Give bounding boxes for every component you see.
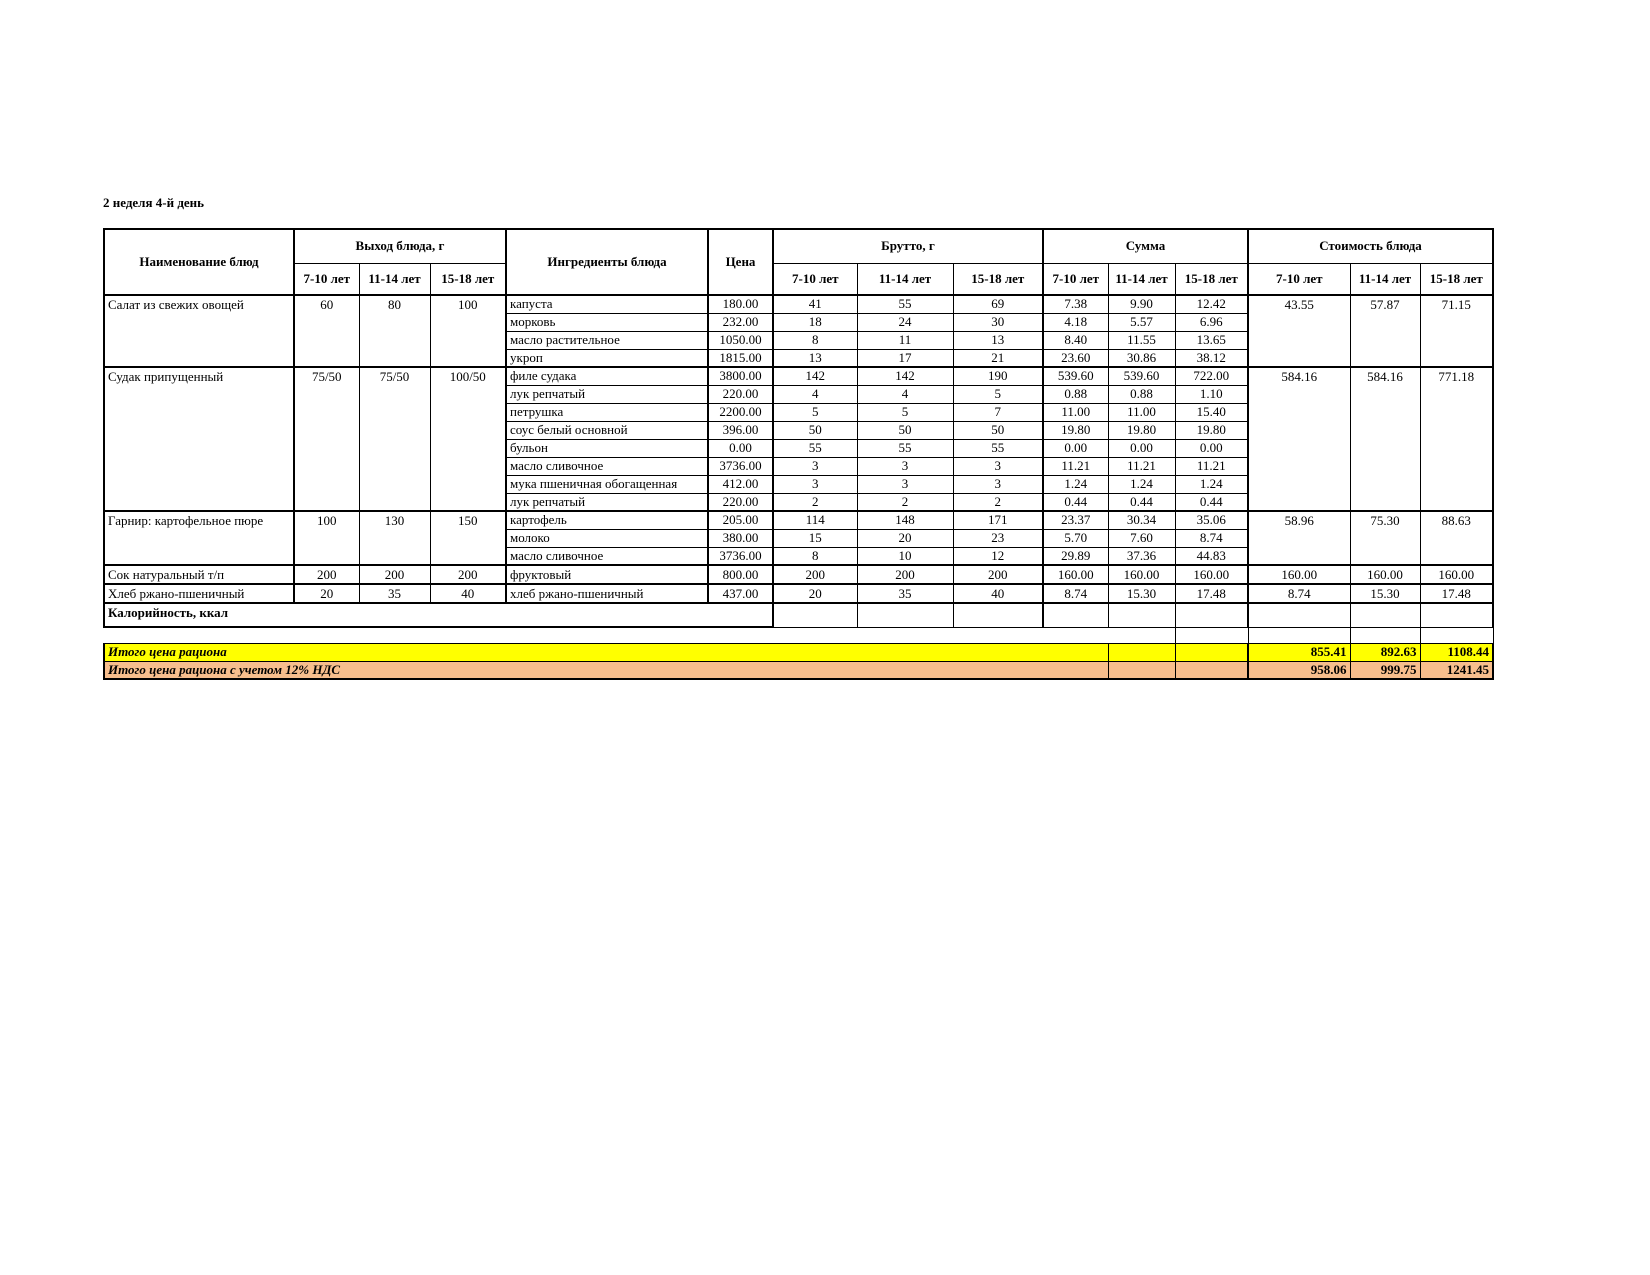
dish-name-cell: Сок натуральный т/п (104, 565, 294, 584)
header-age-cell: 15-18 лет (430, 263, 506, 295)
output-value-cell: 150 (430, 511, 506, 565)
sum-value-cell: 160.00 (1043, 565, 1108, 584)
sum-value-cell: 11.00 (1043, 403, 1108, 421)
sum-value-cell: 19.80 (1108, 421, 1175, 439)
gross-value-cell: 2 (773, 493, 857, 511)
gross-value-cell: 8 (773, 331, 857, 349)
gross-value-cell: 142 (773, 367, 857, 385)
gross-value-cell: 20 (773, 584, 857, 603)
sum-value-cell: 5.57 (1108, 313, 1175, 331)
ingredient-name-cell: укроп (506, 349, 708, 367)
total-row (104, 643, 1493, 661)
total-value-cell: 892.63 (1350, 643, 1420, 661)
gross-value-cell: 17 (857, 349, 953, 367)
dish-cost-cell: 584.16 (1248, 367, 1350, 511)
spacer-row (104, 627, 1493, 643)
gross-value-cell: 5 (953, 385, 1043, 403)
output-value-cell: 200 (294, 565, 359, 584)
sum-value-cell: 23.37 (1043, 511, 1108, 529)
dish-cost-cell: 71.15 (1420, 295, 1493, 367)
ingredient-name-cell: морковь (506, 313, 708, 331)
header-age-cell: 15-18 лет (1175, 263, 1248, 295)
sum-value-cell: 8.74 (1043, 584, 1108, 603)
header-age-cell: 7-10 лет (1248, 263, 1350, 295)
gross-value-cell: 2 (857, 493, 953, 511)
total-value-cell: 855.41 (1248, 643, 1350, 661)
price-cell: 396.00 (708, 421, 773, 439)
dish-cost-cell: 43.55 (1248, 295, 1350, 367)
dish-row (104, 584, 1493, 603)
dish-row (104, 565, 1493, 584)
total-value-cell: 999.75 (1350, 661, 1420, 679)
gross-value-cell: 200 (773, 565, 857, 584)
empty-cell (1350, 627, 1420, 643)
empty-cell (1248, 603, 1350, 627)
sum-value-cell: 160.00 (1175, 565, 1248, 584)
gross-value-cell: 55 (857, 295, 953, 313)
total-value-cell: 1241.45 (1420, 661, 1493, 679)
sum-value-cell: 0.00 (1175, 439, 1248, 457)
sum-value-cell: 160.00 (1108, 565, 1175, 584)
total-empty-cell (1108, 643, 1175, 661)
gross-value-cell: 5 (857, 403, 953, 421)
ingredient-name-cell: лук репчатый (506, 493, 708, 511)
header-age-cell: 11-14 лет (1350, 263, 1420, 295)
dish-cost-cell: 8.74 (1248, 584, 1350, 603)
sum-value-cell: 12.42 (1175, 295, 1248, 313)
price-cell: 0.00 (708, 439, 773, 457)
dish-cost-cell: 584.16 (1350, 367, 1420, 511)
header-price: Цена (708, 229, 773, 295)
header-ingredients: Ингредиенты блюда (506, 229, 708, 295)
gross-value-cell: 20 (857, 529, 953, 547)
gross-value-cell: 13 (773, 349, 857, 367)
ingredient-name-cell: молоко (506, 529, 708, 547)
sum-value-cell: 44.83 (1175, 547, 1248, 565)
sum-value-cell: 7.60 (1108, 529, 1175, 547)
dish-cost-cell: 771.18 (1420, 367, 1493, 511)
empty-cell (1043, 603, 1108, 627)
gross-value-cell: 142 (857, 367, 953, 385)
total-value-cell: 1108.44 (1420, 643, 1493, 661)
output-value-cell: 100 (294, 511, 359, 565)
price-cell: 800.00 (708, 565, 773, 584)
header-output-group: Выход блюда, г (294, 229, 506, 263)
ingredient-name-cell: хлеб ржано-пшеничный (506, 584, 708, 603)
sum-value-cell: 30.34 (1108, 511, 1175, 529)
dish-row (104, 367, 1493, 385)
sum-value-cell: 35.06 (1175, 511, 1248, 529)
sum-value-cell: 539.60 (1108, 367, 1175, 385)
header-cost-group: Стоимость блюда (1248, 229, 1493, 263)
sum-value-cell: 37.36 (1108, 547, 1175, 565)
ingredient-name-cell: картофель (506, 511, 708, 529)
dish-name-cell: Хлеб ржано-пшеничный (104, 584, 294, 603)
sum-value-cell: 15.40 (1175, 403, 1248, 421)
total-label-cell: Итого цена рациона с учетом 12% НДС (104, 661, 1108, 679)
gross-value-cell: 12 (953, 547, 1043, 565)
gross-value-cell: 24 (857, 313, 953, 331)
gross-value-cell: 50 (773, 421, 857, 439)
empty-cell (1175, 603, 1248, 627)
empty-cell (1175, 627, 1248, 643)
gross-value-cell: 55 (857, 439, 953, 457)
dish-row (104, 295, 1493, 313)
gross-value-cell: 3 (857, 457, 953, 475)
sum-value-cell: 1.24 (1108, 475, 1175, 493)
header-row-groups (104, 229, 1493, 263)
price-cell: 3736.00 (708, 547, 773, 565)
dish-cost-cell: 88.63 (1420, 511, 1493, 565)
gross-value-cell: 55 (953, 439, 1043, 457)
sum-value-cell: 0.88 (1043, 385, 1108, 403)
sum-value-cell: 11.21 (1043, 457, 1108, 475)
gross-value-cell: 11 (857, 331, 953, 349)
header-age-cell: 11-14 лет (857, 263, 953, 295)
price-cell: 180.00 (708, 295, 773, 313)
gross-value-cell: 200 (953, 565, 1043, 584)
gross-value-cell: 15 (773, 529, 857, 547)
ingredient-name-cell: масло сливочное (506, 457, 708, 475)
sum-value-cell: 7.38 (1043, 295, 1108, 313)
sum-value-cell: 30.86 (1108, 349, 1175, 367)
dish-cost-cell: 160.00 (1350, 565, 1420, 584)
sum-value-cell: 23.60 (1043, 349, 1108, 367)
sum-value-cell: 8.40 (1043, 331, 1108, 349)
ingredient-name-cell: масло сливочное (506, 547, 708, 565)
gross-value-cell: 41 (773, 295, 857, 313)
sum-value-cell: 1.24 (1043, 475, 1108, 493)
gross-value-cell: 3 (953, 475, 1043, 493)
header-age-cell: 7-10 лет (294, 263, 359, 295)
output-value-cell: 130 (359, 511, 430, 565)
price-cell: 220.00 (708, 493, 773, 511)
gross-value-cell: 3 (953, 457, 1043, 475)
total-value-cell: 958.06 (1248, 661, 1350, 679)
output-value-cell: 100/50 (430, 367, 506, 511)
price-cell: 380.00 (708, 529, 773, 547)
gross-value-cell: 30 (953, 313, 1043, 331)
gross-value-cell: 171 (953, 511, 1043, 529)
dish-cost-cell: 75.30 (1350, 511, 1420, 565)
price-cell: 3800.00 (708, 367, 773, 385)
price-cell: 437.00 (708, 584, 773, 603)
dish-name-cell: Салат из свежих овощей (104, 295, 294, 367)
ration-table (103, 228, 1494, 680)
empty-cell (953, 603, 1043, 627)
sum-value-cell: 0.00 (1043, 439, 1108, 457)
header-age-cell: 15-18 лет (1420, 263, 1493, 295)
dish-cost-cell: 160.00 (1248, 565, 1350, 584)
calories-row (104, 603, 1493, 627)
sum-value-cell: 19.80 (1175, 421, 1248, 439)
output-value-cell: 60 (294, 295, 359, 367)
price-cell: 205.00 (708, 511, 773, 529)
sum-value-cell: 11.00 (1108, 403, 1175, 421)
gross-value-cell: 190 (953, 367, 1043, 385)
dish-cost-cell: 57.87 (1350, 295, 1420, 367)
sum-value-cell: 17.48 (1175, 584, 1248, 603)
sum-value-cell: 0.44 (1108, 493, 1175, 511)
price-cell: 2200.00 (708, 403, 773, 421)
dish-cost-cell: 17.48 (1420, 584, 1493, 603)
gross-value-cell: 55 (773, 439, 857, 457)
output-value-cell: 80 (359, 295, 430, 367)
gross-value-cell: 10 (857, 547, 953, 565)
ingredient-name-cell: масло растительное (506, 331, 708, 349)
empty-cell (857, 603, 953, 627)
sum-value-cell: 6.96 (1175, 313, 1248, 331)
header-sum-group: Сумма (1043, 229, 1248, 263)
empty-cell (1248, 627, 1350, 643)
gross-value-cell: 35 (857, 584, 953, 603)
output-value-cell: 75/50 (359, 367, 430, 511)
gross-value-cell: 40 (953, 584, 1043, 603)
gross-value-cell: 2 (953, 493, 1043, 511)
header-age-cell: 11-14 лет (359, 263, 430, 295)
sum-value-cell: 29.89 (1043, 547, 1108, 565)
header-row-ages (104, 263, 1493, 295)
sum-value-cell: 4.18 (1043, 313, 1108, 331)
page-title: 2 неделя 4-й день (103, 195, 205, 210)
sum-value-cell: 0.00 (1108, 439, 1175, 457)
total-empty-cell (1108, 661, 1175, 679)
gross-value-cell: 3 (857, 475, 953, 493)
ingredient-name-cell: петрушка (506, 403, 708, 421)
gross-value-cell: 8 (773, 547, 857, 565)
spacer-cell (104, 627, 1175, 643)
total-vat-row (104, 661, 1493, 679)
header-age-cell: 15-18 лет (953, 263, 1043, 295)
ingredient-name-cell: мука пшеничная обогащенная (506, 475, 708, 493)
gross-value-cell: 148 (857, 511, 953, 529)
dish-name-cell: Судак припущенный (104, 367, 294, 511)
sum-value-cell: 1.10 (1175, 385, 1248, 403)
header-age-cell: 11-14 лет (1108, 263, 1175, 295)
sum-value-cell: 8.74 (1175, 529, 1248, 547)
price-cell: 3736.00 (708, 457, 773, 475)
sum-value-cell: 0.88 (1108, 385, 1175, 403)
sum-value-cell: 539.60 (1043, 367, 1108, 385)
ingredient-name-cell: капуста (506, 295, 708, 313)
header-age-cell: 7-10 лет (773, 263, 857, 295)
sum-value-cell: 19.80 (1043, 421, 1108, 439)
gross-value-cell: 200 (857, 565, 953, 584)
dish-cost-cell: 58.96 (1248, 511, 1350, 565)
ingredient-name-cell: бульон (506, 439, 708, 457)
ingredient-name-cell: соус белый основной (506, 421, 708, 439)
dish-name-cell: Гарнир: картофельное пюре (104, 511, 294, 565)
gross-value-cell: 18 (773, 313, 857, 331)
ingredient-name-cell: лук репчатый (506, 385, 708, 403)
price-cell: 1815.00 (708, 349, 773, 367)
gross-value-cell: 23 (953, 529, 1043, 547)
output-value-cell: 75/50 (294, 367, 359, 511)
empty-cell (1350, 603, 1420, 627)
sum-value-cell: 722.00 (1175, 367, 1248, 385)
gross-value-cell: 7 (953, 403, 1043, 421)
calories-label-cell: Калорийность, ккал (104, 603, 773, 627)
sum-value-cell: 5.70 (1043, 529, 1108, 547)
total-empty-cell (1175, 643, 1248, 661)
gross-value-cell: 3 (773, 475, 857, 493)
gross-value-cell: 5 (773, 403, 857, 421)
gross-value-cell: 50 (857, 421, 953, 439)
output-value-cell: 200 (430, 565, 506, 584)
ingredient-name-cell: фруктовый (506, 565, 708, 584)
sum-value-cell: 13.65 (1175, 331, 1248, 349)
sum-value-cell: 38.12 (1175, 349, 1248, 367)
dish-row (104, 511, 1493, 529)
output-value-cell: 200 (359, 565, 430, 584)
sum-value-cell: 11.21 (1175, 457, 1248, 475)
empty-cell (773, 603, 857, 627)
ingredient-name-cell: филе судака (506, 367, 708, 385)
sum-value-cell: 0.44 (1175, 493, 1248, 511)
sum-value-cell: 11.21 (1108, 457, 1175, 475)
gross-value-cell: 4 (857, 385, 953, 403)
sum-value-cell: 1.24 (1175, 475, 1248, 493)
sum-value-cell: 11.55 (1108, 331, 1175, 349)
output-value-cell: 100 (430, 295, 506, 367)
gross-value-cell: 4 (773, 385, 857, 403)
header-age-cell: 7-10 лет (1043, 263, 1108, 295)
sum-value-cell: 0.44 (1043, 493, 1108, 511)
sum-value-cell: 9.90 (1108, 295, 1175, 313)
gross-value-cell: 114 (773, 511, 857, 529)
gross-value-cell: 69 (953, 295, 1043, 313)
gross-value-cell: 3 (773, 457, 857, 475)
header-dish-name: Наименование блюд (104, 229, 294, 295)
price-cell: 1050.00 (708, 331, 773, 349)
empty-cell (1420, 603, 1493, 627)
total-empty-cell (1175, 661, 1248, 679)
dish-cost-cell: 15.30 (1350, 584, 1420, 603)
empty-cell (1420, 627, 1493, 643)
dish-cost-cell: 160.00 (1420, 565, 1493, 584)
total-label-cell: Итого цена рациона (104, 643, 1108, 661)
sum-value-cell: 15.30 (1108, 584, 1175, 603)
output-value-cell: 40 (430, 584, 506, 603)
output-value-cell: 20 (294, 584, 359, 603)
price-cell: 412.00 (708, 475, 773, 493)
header-gross-group: Брутто, г (773, 229, 1043, 263)
price-cell: 220.00 (708, 385, 773, 403)
empty-cell (1108, 603, 1175, 627)
price-cell: 232.00 (708, 313, 773, 331)
output-value-cell: 35 (359, 584, 430, 603)
gross-value-cell: 50 (953, 421, 1043, 439)
gross-value-cell: 21 (953, 349, 1043, 367)
gross-value-cell: 13 (953, 331, 1043, 349)
